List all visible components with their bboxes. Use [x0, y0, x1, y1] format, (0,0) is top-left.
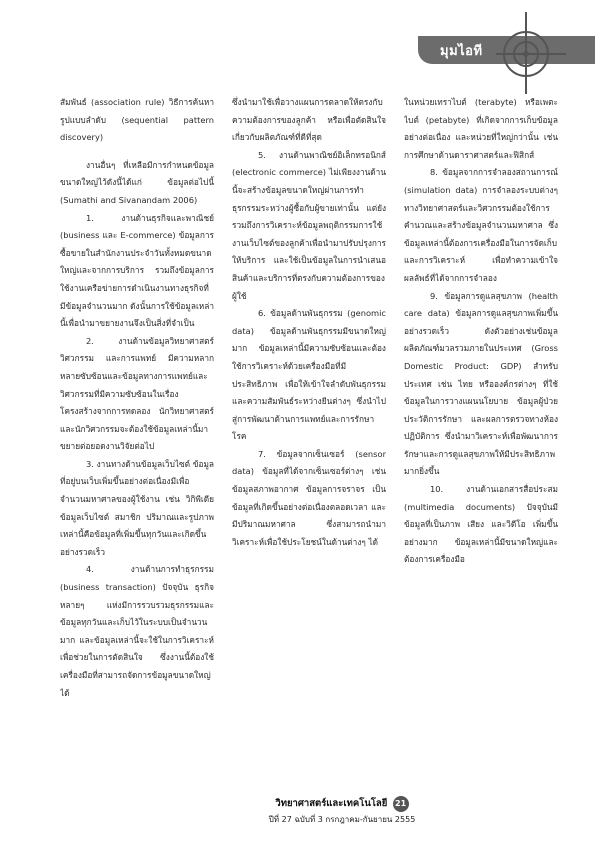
paragraph: 4. งานด้านการทำธุรกรรม (business transaction) ปัจจุบัน ธุรกิจหลายๆ แห่งมีการรวบรวมธุรกรรมและข้อมูลทุกวันและเก็บไว้ในระบบเป็นจำนวนมาก และข้อมูลเหล่านี้จะใช้ในการวิเคราะห์เพื่อช่วยในการตัดสินใจ ซึ่งงานนี้ต้องใช้เครื่องมือที่สามารถจัดการข้อมูลขนาดใหญ่ได้: [60, 564, 214, 698]
issue-info: ปีที่ 27 ฉบับที่ 3 กรกฎาคม-กันยายน 2555: [268, 815, 416, 824]
paragraph: 5. งานด้านพาณิชย์อิเล็กทรอนิกส์ (electronic commerce) ไม่เพียงงานด้านนี้จะสร้างข้อมูลขนาดใหญ่ผ่านการทำธุรกรรมระหว่างผู้ซื้อกับผู้ขายเท่านั้น แต่ยังรวมถึงการวิเคราะห์ข้อมูลพฤติกรรมการใช้งานเว็บไซต์ของลูกค้าเพื่อนำมาปรับปรุงการให้บริการ และใช้เป็นข้อมูลในการนำเสนอสินค้าและบริการที่ตรงกับความต้องการของผู้ใช้: [232, 149, 386, 301]
paragraph: 3. งานทางด้านข้อมูลเว็บไซต์ ข้อมูลที่อยู่บนเว็บเพิ่มขึ้นอย่างต่อเนื่องมีเพื่อจำนวนมหาศาลของผู้ใช้งาน เช่น วิกิพีเดียข้อมูลเว็บไซต์ สมาชิก ปริมาณและรูปภาพ เหล่านี้คือข้อมูลที่เพิ่มขึ้นทุกวันและเกิดขึ้นอย่างรวดเร็ว: [60, 458, 214, 557]
magazine-title-text: วิทยาศาสตร์และเทคโนโลยี: [275, 798, 388, 809]
page-number: 21: [393, 796, 409, 812]
paragraph: ซึ่งนำมาใช้เพื่อวางแผนการตลาดให้ตรงกับความต้องการของลูกค้า หรือเพื่อตัดสินใจเกี่ยวกับผลิตภัณฑ์ที่ดีที่สุด: [232, 97, 386, 143]
paragraph: 9. ข้อมูลการดูแลสุขภาพ (health care data) ข้อมูลการดูแลสุขภาพเพิ่มขึ้นอย่างรวดเร็ว ดังตัวอย่างเช่นข้อมูลผลิตภัณฑ์มวลรวมภายในประเทศ (Gross Domestic Product: GDP) สำหรับประเทศ เช่น ไทย หรือองค์กรต่างๆ ที่ใช้ข้อมูลในการวางแผนนโยบาย ข้อมูลผู้ป่วย ประวัติการรักษา และผลการตรวจทางห้องปฏิบัติการ ซึ่งนำมาวิเคราะห์เพื่อพัฒนาการรักษาและการดูแลสุขภาพให้มีประสิทธิภาพมากยิ่งขึ้น: [404, 290, 558, 477]
paragraph: 7. ข้อมูลจากเซ็นเซอร์ (sensor data) ข้อมูลที่ได้จากเซ็นเซอร์ต่างๆ เช่น ข้อมูลสภาพอากาศ ข้อมูลการจราจร เป็นข้อมูลที่เกิดขึ้นอย่างต่อเนื่องตลอดเวลา และมีปริมาณมหาศาล ซึ่งสามารถนำมาวิเคราะห์เพื่อใช้ประโยชน์ในด้านต่างๆ ได้: [232, 448, 386, 547]
paragraph: ในหน่วยเทราไบต์ (terabyte) หรือเพตะไบต์ (petabyte) ที่เกิดจากการเก็บข้อมูลอย่างต่อเนื่อง และหน่วยที่ใหญ่กว่านั้น เช่น การศึกษาด้านดาราศาสตร์และฟิสิกส์: [404, 97, 558, 160]
paragraph: 10. งานด้านเอกสารสื่อประสม (multimedia documents) ปัจจุบันมีข้อมูลที่เป็นภาพ เสียง และวิดีโอ เพิ่มขึ้นอย่างมาก ข้อมูลเหล่านี้มีขนาดใหญ่และต้องการเครื่องมือ: [404, 484, 558, 565]
paragraph: 1. งานด้านธุรกิจและพาณิชย์ (business และ E-commerce) ข้อมูลการซื้อขายในสำนักงานประจำวันทั้งหมดขนาดใหญ่และจากการบริการ รวมถึงข้อมูลการใช้งานเครือข่ายการดำเนินงานทางธุรกิจที่มีข้อมูลจำนวนมาก ดังนั้นการใช้ข้อมูลเหล่านี้เพื่อนำมาขยายงานจึงเป็นสิ่งที่จำเป็น: [60, 212, 214, 329]
page-footer: [232, 796, 452, 826]
paragraph: 6. ข้อมูลด้านพันธุกรรม (genomic data) ข้อมูลด้านพันธุกรรมมีขนาดใหญ่มาก ข้อมูลเหล่านี้มีความซับซ้อนและต้องใช้การวิเคราะห์ด้วยเครื่องมือที่มีประสิทธิภาพ เพื่อให้เข้าใจลำดับพันธุกรรมและความสัมพันธ์ระหว่างยีนต่างๆ ซึ่งนำไปสู่การพัฒนาด้านการแพทย์และการรักษาโรค: [232, 308, 386, 442]
paragraph: งานอื่นๆ ที่เหลือมีการกำหนดข้อมูลขนาดใหญ่ไว้ดังนี้ได้แก่ ข้อมูลต่อไปนี้ (Sumathi and Sivanandam 2006): [60, 159, 214, 205]
magazine-title: [232, 796, 452, 812]
text-column-1: [60, 94, 214, 794]
text-column-3: [404, 94, 558, 794]
text-column-2: [232, 94, 386, 794]
paragraph: 8. ข้อมูลจากการจำลองสถานการณ์ (simulation data) การจำลองระบบต่างๆ ทางวิทยาศาสตร์และวิศวกรรมต้องใช้การคำนวณและสร้างข้อมูลจำนวนมหาศาล ซึ่งข้อมูลเหล่านี้ต้องการเครื่องมือในการจัดเก็บและการวิเคราะห์ เพื่อทำความเข้าใจผลลัพธ์ที่ได้จากการจำลอง: [404, 167, 558, 283]
paragraph: 2. งานด้านข้อมูลวิทยาศาสตร์วิศวกรรม และการแพทย์ มีความหลากหลายซับซ้อนและข้อมูลทางการแพทย์และวิศวกรรมที่มีความซับซ้อนในเรื่องโครงสร้างจากการทดลอง นักวิทยาศาสตร์และนักวิศวกรรมจะต้องใช้ข้อมูลเหล่านี้มาขยายต่อยอดงานวิจัยต่อไป: [60, 335, 214, 452]
section-label: มุมไอที: [440, 44, 483, 59]
crosshair-logo-icon: [496, 6, 566, 96]
paragraph: สัมพันธ์ (association rule) วิธีการค้นหารูปแบบลำดับ (sequential pattern discovery): [60, 97, 214, 143]
